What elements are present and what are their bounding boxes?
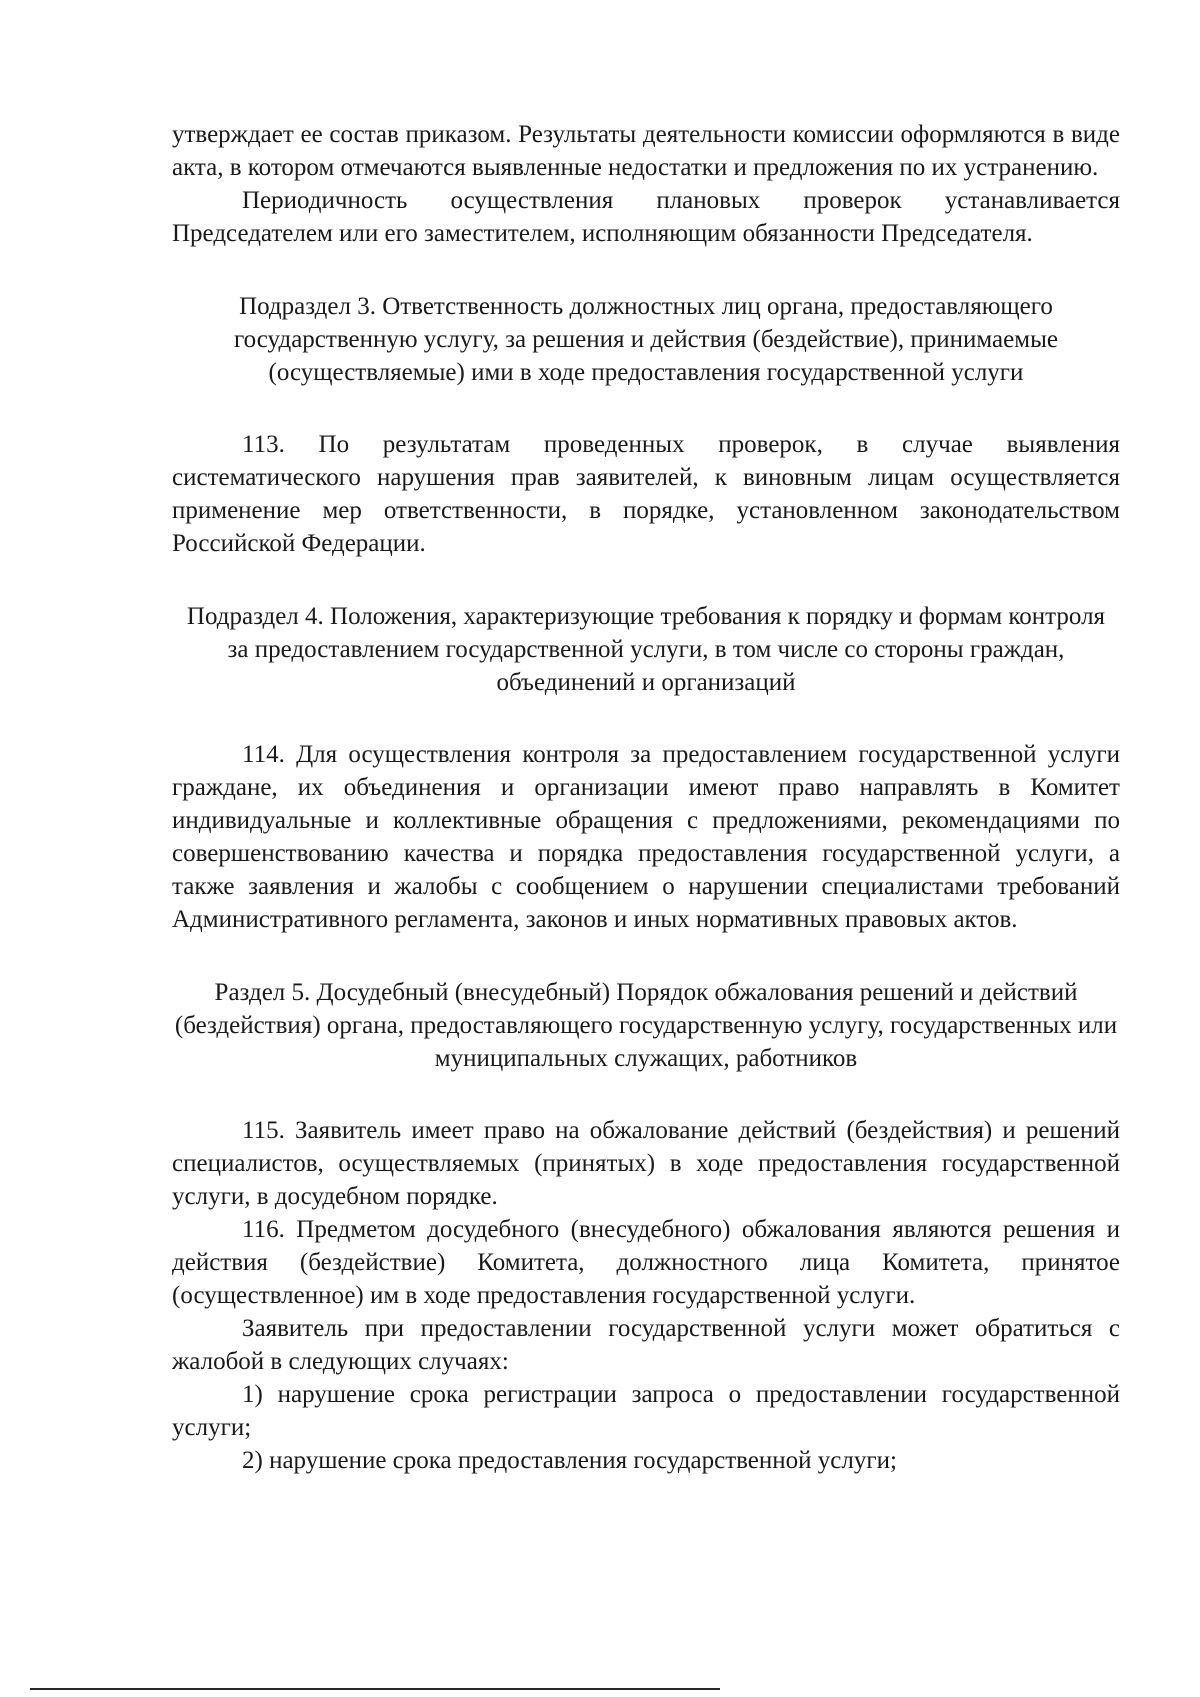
subsection-3-heading: Подраздел 3. Ответственность должностных лиц органа, предоставляющего государственную услугу, за решения и действия (бездействие), принимаемые (осуществляемые) ими в ходе предоставления государственной услуги <box>234 293 1058 386</box>
periodicity-paragraph: Периодичность осуществления плановых проверок устанавливается Председателем или его заместителем, исполняющим обязанности Председателя. <box>172 187 1120 247</box>
subsection-4-heading: Подраздел 4. Положения, характеризующие требования к порядку и формам контроля за предоставлением государственной услуги, в том числе со стороны граждан, объединений и организаций <box>186 603 1106 696</box>
bottom-rule-line <box>30 1688 720 1690</box>
paragraph-115: 115. Заявитель имеет право на обжалование действий (бездействия) и решений специалистов, осуществляемых (принятых) в ходе предоставления государственной услуги, в досудебном порядке. <box>172 1117 1120 1210</box>
complaint-item-2: 2) нарушение срока предоставления государственной услуги; <box>242 1447 897 1474</box>
paragraph-113: 113. По результатам проведенных проверок, в случае выявления систематического нарушения прав заявителей, к виновным лицам осуществляется применение мер ответственности, в порядке, установленном законодательством Российской Федерации. <box>172 431 1120 557</box>
paragraph-114: 114. Для осуществления контроля за предоставлением государственной услуги граждане, их объединения и организации имеют право направлять в Комитет индивидуальные и коллективные обращения с предложениями, рекомендациями по совершенствованию качества и порядка предоставления государственной услуги, а также заявления и жалобы с сообщением о нарушении специалистами требований Административного регламента, законов и иных нормативных правовых актов. <box>172 741 1120 933</box>
complaint-item-1: 1) нарушение срока регистрации запроса о предоставлении государственной услуги; <box>172 1381 1120 1441</box>
subsection-3-heading-block <box>172 290 1120 389</box>
subsection-4-heading-block <box>172 600 1120 699</box>
document-page <box>172 118 1120 1477</box>
paragraph-116: 116. Предметом досудебного (внесудебного) обжалования являются решения и действия (бездействие) Комитета, должностного лица Комитета, принятое (осуществленное) им в ходе предоставления государственной услуги. <box>172 1216 1120 1309</box>
complaint-intro-paragraph: Заявитель при предоставлении государственной услуги может обратиться с жалобой в следующих случаях: <box>172 1315 1120 1375</box>
opening-paragraph: утверждает ее состав приказом. Результаты деятельности комиссии оформляются в виде акта, в котором отмечаются выявленные недостатки и предложения по их устранению. <box>172 121 1120 181</box>
section-5-heading-block <box>172 976 1120 1075</box>
section-5-heading: Раздел 5. Досудебный (внесудебный) Порядок обжалования решений и действий (бездействия) органа, предоставляющего государственную услугу, государственных или муниципальных служащих, работников <box>174 979 1118 1072</box>
